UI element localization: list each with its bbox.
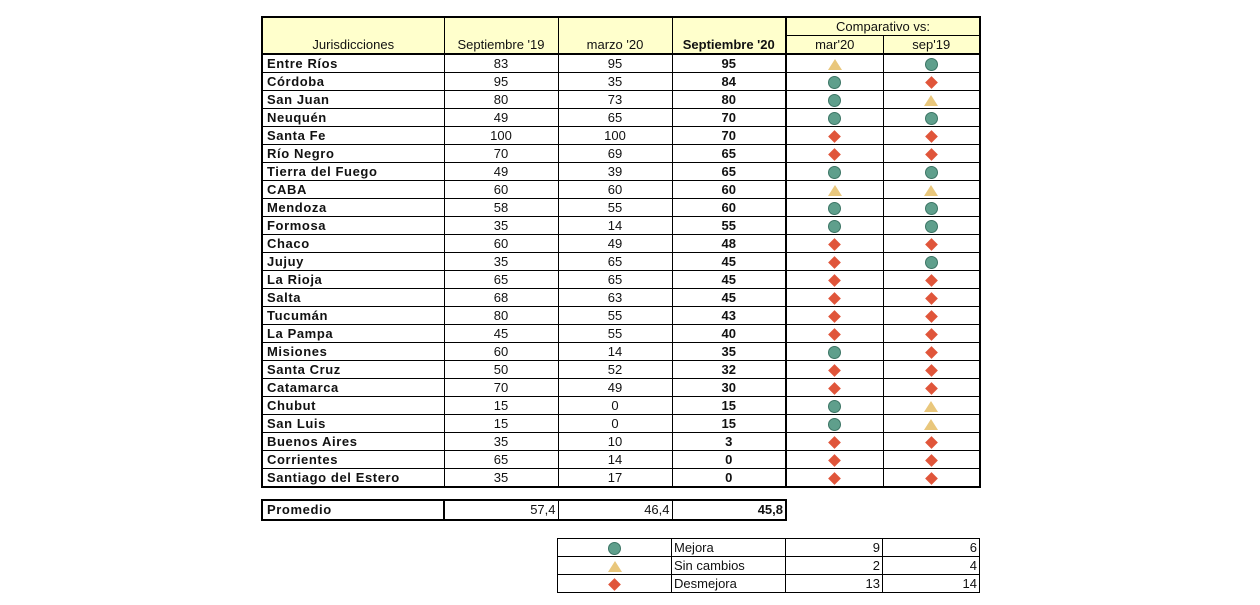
green-circle-icon xyxy=(925,220,938,233)
table-row xyxy=(262,199,980,217)
value-sep19: 49 xyxy=(444,163,558,181)
legend-row xyxy=(558,575,980,593)
table-row xyxy=(262,109,980,127)
compare-vs-sep19 xyxy=(883,361,980,379)
table-row xyxy=(262,469,980,488)
compare-vs-sep19 xyxy=(883,271,980,289)
red-diamond-icon xyxy=(828,130,841,143)
value-mar20: 14 xyxy=(558,217,672,235)
compare-vs-sep19 xyxy=(883,54,980,73)
compare-vs-sep19 xyxy=(883,451,980,469)
value-sep19: 35 xyxy=(444,433,558,451)
value-mar20: 65 xyxy=(558,109,672,127)
red-diamond-icon xyxy=(828,256,841,269)
table-row xyxy=(262,271,980,289)
value-mar20: 0 xyxy=(558,397,672,415)
red-diamond-icon xyxy=(828,274,841,287)
compare-vs-mar20 xyxy=(786,379,883,397)
promedio-sep19: 57,4 xyxy=(444,500,558,520)
value-mar20: 17 xyxy=(558,469,672,488)
compare-vs-mar20 xyxy=(786,163,883,181)
green-circle-icon xyxy=(828,94,841,107)
promedio-mar20: 46,4 xyxy=(558,500,672,520)
yellow-triangle-icon xyxy=(608,561,622,572)
compare-vs-mar20 xyxy=(786,289,883,307)
legend-label: Sin cambios xyxy=(672,557,786,575)
value-sep20: 35 xyxy=(672,343,786,361)
green-circle-icon xyxy=(828,112,841,125)
compare-vs-mar20 xyxy=(786,253,883,271)
red-diamond-icon xyxy=(828,328,841,341)
red-diamond-icon xyxy=(925,274,938,287)
table-row xyxy=(262,163,980,181)
red-diamond-icon xyxy=(925,472,938,485)
compare-vs-mar20 xyxy=(786,325,883,343)
value-sep19: 58 xyxy=(444,199,558,217)
compare-vs-mar20 xyxy=(786,145,883,163)
value-mar20: 55 xyxy=(558,325,672,343)
value-sep20: 15 xyxy=(672,397,786,415)
legend-count-sep19: 14 xyxy=(883,575,980,593)
header-row xyxy=(262,36,980,55)
red-diamond-icon xyxy=(925,238,938,251)
compare-vs-sep19 xyxy=(883,343,980,361)
value-sep19: 60 xyxy=(444,343,558,361)
legend-row xyxy=(558,539,980,557)
red-diamond-icon xyxy=(925,76,938,89)
value-sep20: 30 xyxy=(672,379,786,397)
compare-vs-sep19 xyxy=(883,433,980,451)
yellow-triangle-icon xyxy=(924,419,938,430)
table-row xyxy=(262,91,980,109)
compare-vs-mar20 xyxy=(786,397,883,415)
value-sep19: 49 xyxy=(444,109,558,127)
jurisdiction-name: Misiones xyxy=(262,343,444,361)
red-diamond-icon xyxy=(828,310,841,323)
table-row xyxy=(262,415,980,433)
legend-row xyxy=(558,557,980,575)
value-sep19: 70 xyxy=(444,379,558,397)
compare-vs-mar20 xyxy=(786,54,883,73)
jurisdiction-name: Santa Fe xyxy=(262,127,444,145)
value-sep20: 32 xyxy=(672,361,786,379)
green-circle-icon xyxy=(828,418,841,431)
promedio-row xyxy=(262,500,786,520)
table-row xyxy=(262,361,980,379)
value-sep20: 0 xyxy=(672,469,786,488)
jurisdiction-name: Mendoza xyxy=(262,199,444,217)
jurisdiction-name: Buenos Aires xyxy=(262,433,444,451)
value-sep20: 40 xyxy=(672,325,786,343)
jurisdiction-name: San Luis xyxy=(262,415,444,433)
header-vs-mar20: mar'20 xyxy=(786,36,883,55)
jurisdiction-name: Tierra del Fuego xyxy=(262,163,444,181)
red-diamond-icon xyxy=(828,292,841,305)
value-sep19: 60 xyxy=(444,235,558,253)
value-mar20: 55 xyxy=(558,199,672,217)
compare-vs-sep19 xyxy=(883,235,980,253)
table-row xyxy=(262,127,980,145)
table-row xyxy=(262,397,980,415)
red-diamond-icon xyxy=(828,436,841,449)
value-mar20: 0 xyxy=(558,415,672,433)
green-circle-icon xyxy=(828,346,841,359)
table-row xyxy=(262,253,980,271)
value-mar20: 65 xyxy=(558,253,672,271)
legend-count-sep19: 6 xyxy=(883,539,980,557)
yellow-triangle-icon xyxy=(924,401,938,412)
legend-icon-cell xyxy=(558,575,672,593)
green-circle-icon xyxy=(608,542,621,555)
compare-vs-mar20 xyxy=(786,451,883,469)
compare-vs-mar20 xyxy=(786,469,883,488)
red-diamond-icon xyxy=(925,364,938,377)
value-sep19: 35 xyxy=(444,217,558,235)
value-sep19: 95 xyxy=(444,73,558,91)
green-circle-icon xyxy=(828,202,841,215)
legend-icon-cell xyxy=(558,539,672,557)
header-sep20: Septiembre '20 xyxy=(672,36,786,55)
table-row xyxy=(262,289,980,307)
green-circle-icon xyxy=(828,76,841,89)
compare-vs-sep19 xyxy=(883,181,980,199)
value-sep19: 68 xyxy=(444,289,558,307)
red-diamond-icon xyxy=(828,148,841,161)
legend-label: Desmejora xyxy=(672,575,786,593)
legend-label: Mejora xyxy=(672,539,786,557)
yellow-triangle-icon xyxy=(924,185,938,196)
value-sep19: 65 xyxy=(444,451,558,469)
value-sep20: 84 xyxy=(672,73,786,91)
value-mar20: 69 xyxy=(558,145,672,163)
green-circle-icon xyxy=(925,202,938,215)
table-row xyxy=(262,325,980,343)
value-sep20: 45 xyxy=(672,289,786,307)
compare-vs-sep19 xyxy=(883,73,980,91)
value-mar20: 52 xyxy=(558,361,672,379)
value-sep20: 60 xyxy=(672,199,786,217)
jurisdiction-name: Catamarca xyxy=(262,379,444,397)
legend-icon-cell xyxy=(558,557,672,575)
compare-vs-mar20 xyxy=(786,415,883,433)
green-circle-icon xyxy=(925,112,938,125)
red-diamond-icon xyxy=(925,454,938,467)
jurisdiction-name: CABA xyxy=(262,181,444,199)
table-row xyxy=(262,217,980,235)
table-row xyxy=(262,145,980,163)
value-sep19: 50 xyxy=(444,361,558,379)
value-mar20: 14 xyxy=(558,451,672,469)
header-jurisdicciones: Jurisdicciones xyxy=(262,36,444,55)
header-jurisdicciones-spacer xyxy=(262,17,444,36)
value-mar20: 10 xyxy=(558,433,672,451)
red-diamond-icon xyxy=(925,328,938,341)
compare-vs-mar20 xyxy=(786,361,883,379)
header-row-top xyxy=(262,17,980,36)
red-diamond-icon xyxy=(608,578,621,591)
table-row xyxy=(262,343,980,361)
compare-vs-mar20 xyxy=(786,271,883,289)
compare-vs-mar20 xyxy=(786,127,883,145)
legend-table xyxy=(557,538,980,593)
red-diamond-icon xyxy=(828,364,841,377)
jurisdiction-name: Tucumán xyxy=(262,307,444,325)
value-mar20: 55 xyxy=(558,307,672,325)
jurisdiction-name: San Juan xyxy=(262,91,444,109)
value-mar20: 100 xyxy=(558,127,672,145)
jurisdiction-name: La Pampa xyxy=(262,325,444,343)
compare-vs-mar20 xyxy=(786,181,883,199)
jurisdiction-name: Chubut xyxy=(262,397,444,415)
value-mar20: 14 xyxy=(558,343,672,361)
header-sep19: Septiembre '19 xyxy=(444,36,558,55)
jurisdiction-name: La Rioja xyxy=(262,271,444,289)
value-sep20: 45 xyxy=(672,253,786,271)
promedio-table xyxy=(261,499,787,521)
table-row xyxy=(262,73,980,91)
compare-vs-sep19 xyxy=(883,217,980,235)
green-circle-icon xyxy=(925,256,938,269)
compare-vs-sep19 xyxy=(883,253,980,271)
value-sep19: 80 xyxy=(444,307,558,325)
green-circle-icon xyxy=(925,166,938,179)
yellow-triangle-icon xyxy=(828,59,842,70)
compare-vs-sep19 xyxy=(883,469,980,488)
compare-vs-sep19 xyxy=(883,415,980,433)
value-sep20: 60 xyxy=(672,181,786,199)
value-sep20: 70 xyxy=(672,109,786,127)
compare-vs-sep19 xyxy=(883,109,980,127)
yellow-triangle-icon xyxy=(828,185,842,196)
legend-count-sep19: 4 xyxy=(883,557,980,575)
value-mar20: 49 xyxy=(558,379,672,397)
compare-vs-mar20 xyxy=(786,235,883,253)
compare-vs-sep19 xyxy=(883,127,980,145)
compare-vs-sep19 xyxy=(883,199,980,217)
red-diamond-icon xyxy=(925,436,938,449)
compare-vs-sep19 xyxy=(883,397,980,415)
value-sep20: 95 xyxy=(672,54,786,73)
jurisdiction-name: Corrientes xyxy=(262,451,444,469)
compare-vs-mar20 xyxy=(786,343,883,361)
value-sep20: 45 xyxy=(672,271,786,289)
promedio-label: Promedio xyxy=(262,500,444,520)
red-diamond-icon xyxy=(925,148,938,161)
table-row xyxy=(262,307,980,325)
value-sep19: 15 xyxy=(444,415,558,433)
red-diamond-icon xyxy=(925,130,938,143)
value-sep20: 55 xyxy=(672,217,786,235)
value-sep20: 0 xyxy=(672,451,786,469)
value-sep19: 100 xyxy=(444,127,558,145)
red-diamond-icon xyxy=(828,382,841,395)
compare-vs-sep19 xyxy=(883,379,980,397)
green-circle-icon xyxy=(828,220,841,233)
value-mar20: 95 xyxy=(558,54,672,73)
green-circle-icon xyxy=(828,400,841,413)
value-sep19: 70 xyxy=(444,145,558,163)
compare-vs-sep19 xyxy=(883,91,980,109)
red-diamond-icon xyxy=(828,472,841,485)
header-vs-sep19: sep'19 xyxy=(883,36,980,55)
green-circle-icon xyxy=(828,166,841,179)
jurisdiction-name: Santa Cruz xyxy=(262,361,444,379)
compare-vs-mar20 xyxy=(786,199,883,217)
red-diamond-icon xyxy=(828,238,841,251)
value-sep19: 65 xyxy=(444,271,558,289)
legend-count-mar20: 2 xyxy=(786,557,883,575)
red-diamond-icon xyxy=(925,346,938,359)
value-sep20: 65 xyxy=(672,163,786,181)
value-mar20: 60 xyxy=(558,181,672,199)
jurisdiction-name: Santiago del Estero xyxy=(262,469,444,488)
jurisdiction-name: Salta xyxy=(262,289,444,307)
jurisdiction-name: Chaco xyxy=(262,235,444,253)
legend-count-mar20: 9 xyxy=(786,539,883,557)
compare-vs-sep19 xyxy=(883,289,980,307)
value-mar20: 63 xyxy=(558,289,672,307)
red-diamond-icon xyxy=(925,310,938,323)
value-mar20: 65 xyxy=(558,271,672,289)
value-sep20: 65 xyxy=(672,145,786,163)
green-circle-icon xyxy=(925,58,938,71)
compare-vs-mar20 xyxy=(786,433,883,451)
table-row xyxy=(262,54,980,73)
header-mar20: marzo '20 xyxy=(558,36,672,55)
promedio-sep20: 45,8 xyxy=(672,500,786,520)
value-sep19: 80 xyxy=(444,91,558,109)
table-row xyxy=(262,433,980,451)
jurisdiction-name: Entre Ríos xyxy=(262,54,444,73)
value-mar20: 49 xyxy=(558,235,672,253)
value-mar20: 39 xyxy=(558,163,672,181)
value-sep20: 80 xyxy=(672,91,786,109)
value-sep20: 43 xyxy=(672,307,786,325)
jurisdiction-name: Córdoba xyxy=(262,73,444,91)
value-sep19: 15 xyxy=(444,397,558,415)
yellow-triangle-icon xyxy=(924,95,938,106)
jurisdiction-name: Río Negro xyxy=(262,145,444,163)
jurisdictions-table xyxy=(261,16,981,488)
value-sep19: 35 xyxy=(444,469,558,488)
compare-vs-mar20 xyxy=(786,307,883,325)
compare-vs-sep19 xyxy=(883,325,980,343)
compare-vs-sep19 xyxy=(883,163,980,181)
red-diamond-icon xyxy=(925,382,938,395)
value-mar20: 35 xyxy=(558,73,672,91)
value-sep20: 3 xyxy=(672,433,786,451)
compare-vs-mar20 xyxy=(786,91,883,109)
compare-vs-mar20 xyxy=(786,73,883,91)
table-row xyxy=(262,235,980,253)
value-sep19: 83 xyxy=(444,54,558,73)
jurisdiction-name: Neuquén xyxy=(262,109,444,127)
table-row xyxy=(262,451,980,469)
compare-vs-mar20 xyxy=(786,109,883,127)
red-diamond-icon xyxy=(925,292,938,305)
value-mar20: 73 xyxy=(558,91,672,109)
red-diamond-icon xyxy=(828,454,841,467)
compare-vs-sep19 xyxy=(883,145,980,163)
compare-vs-sep19 xyxy=(883,307,980,325)
value-sep19: 35 xyxy=(444,253,558,271)
legend-count-mar20: 13 xyxy=(786,575,883,593)
table-row xyxy=(262,379,980,397)
compare-vs-mar20 xyxy=(786,217,883,235)
value-sep20: 70 xyxy=(672,127,786,145)
jurisdiction-name: Jujuy xyxy=(262,253,444,271)
value-sep20: 15 xyxy=(672,415,786,433)
table-row xyxy=(262,181,980,199)
value-sep19: 60 xyxy=(444,181,558,199)
value-sep19: 45 xyxy=(444,325,558,343)
value-sep20: 48 xyxy=(672,235,786,253)
header-comparativo: Comparativo vs: xyxy=(786,17,980,36)
jurisdiction-name: Formosa xyxy=(262,217,444,235)
